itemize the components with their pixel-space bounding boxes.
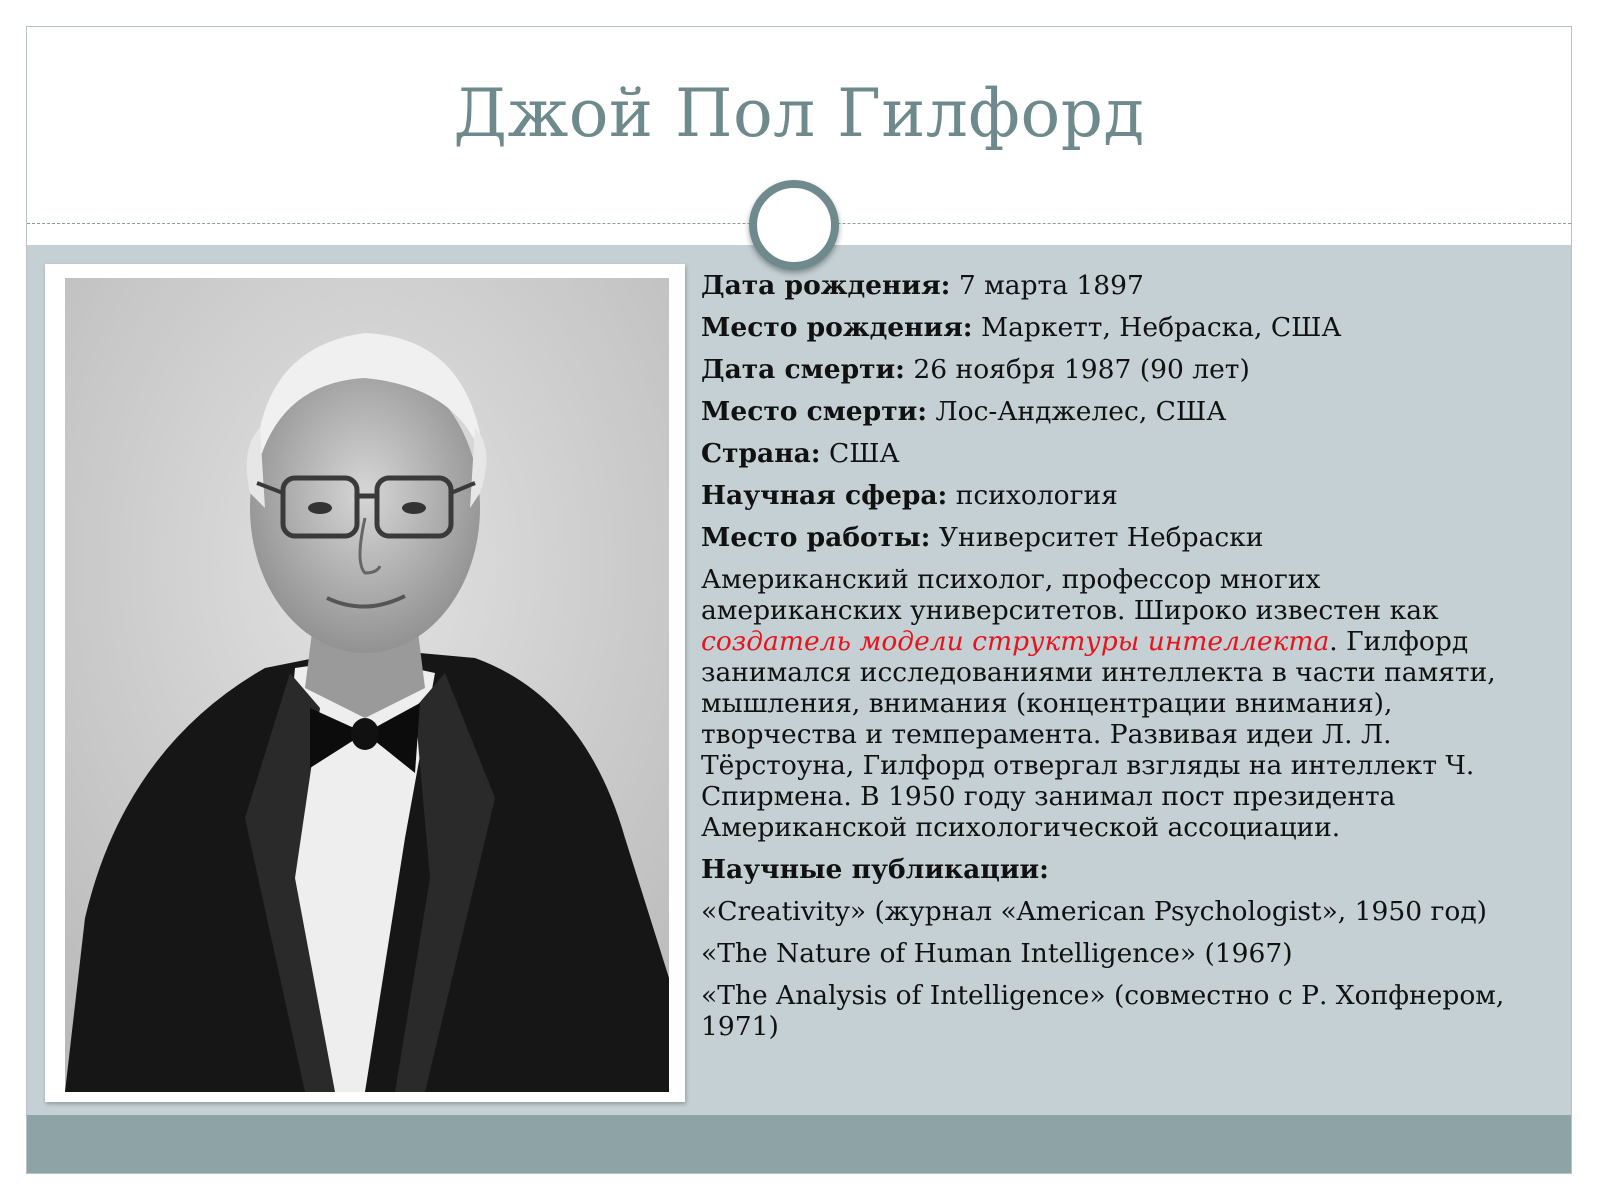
fact-birth-place: Место рождения: Маркетт, Небраска, США [701,312,1342,343]
slide [26,26,1572,1174]
photo-frame [45,264,685,1102]
fact-country: Страна: США [701,438,900,469]
fact-death-place: Место смерти: Лос-Анджелес, США [701,396,1227,427]
bottom-band [27,1115,1571,1174]
portrait-photo [65,278,669,1092]
publication-item: «The Analysis of Intelligence» (совместно с Р. Хопфнером, 1971) [701,980,1505,1042]
fact-birth-date: Дата рождения: 7 марта 1897 [701,270,1144,301]
publication-item: «Creativity» (журнал «American Psychologist», 1950 год) [701,896,1487,927]
biography-description: Американский психолог, профессор многих американских университетов. Широко известен как создатель модели структуры интеллекта. Гилфорд занимался исследованиями интеллекта в части памяти, мышления, внимания (концентрации внимания), творчества и темперамента. Развивая идеи Л. Л. Тёрстоуна, Гилфорд отвергал взгляды на интеллект Ч. Спирмена. В 1950 году занимал пост президента Американской психологической ассоциации. [701,564,1496,843]
decorative-circle-icon [749,180,839,270]
highlight-text: создатель модели структуры интеллекта [701,626,1330,657]
biography-panel [701,270,1527,1053]
publications-heading: Научные публикации: [701,854,1049,885]
fact-science-field: Научная сфера: психология [701,480,1118,511]
fact-death-date: Дата смерти: 26 ноября 1987 (90 лет) [701,354,1250,385]
portrait-illustration [65,278,669,1092]
slide-title: Джой Пол Гилфорд [453,75,1145,152]
publication-item: «The Nature of Human Intelligence» (1967) [701,938,1293,969]
fact-workplace: Место работы: Университет Небраски [701,522,1264,553]
